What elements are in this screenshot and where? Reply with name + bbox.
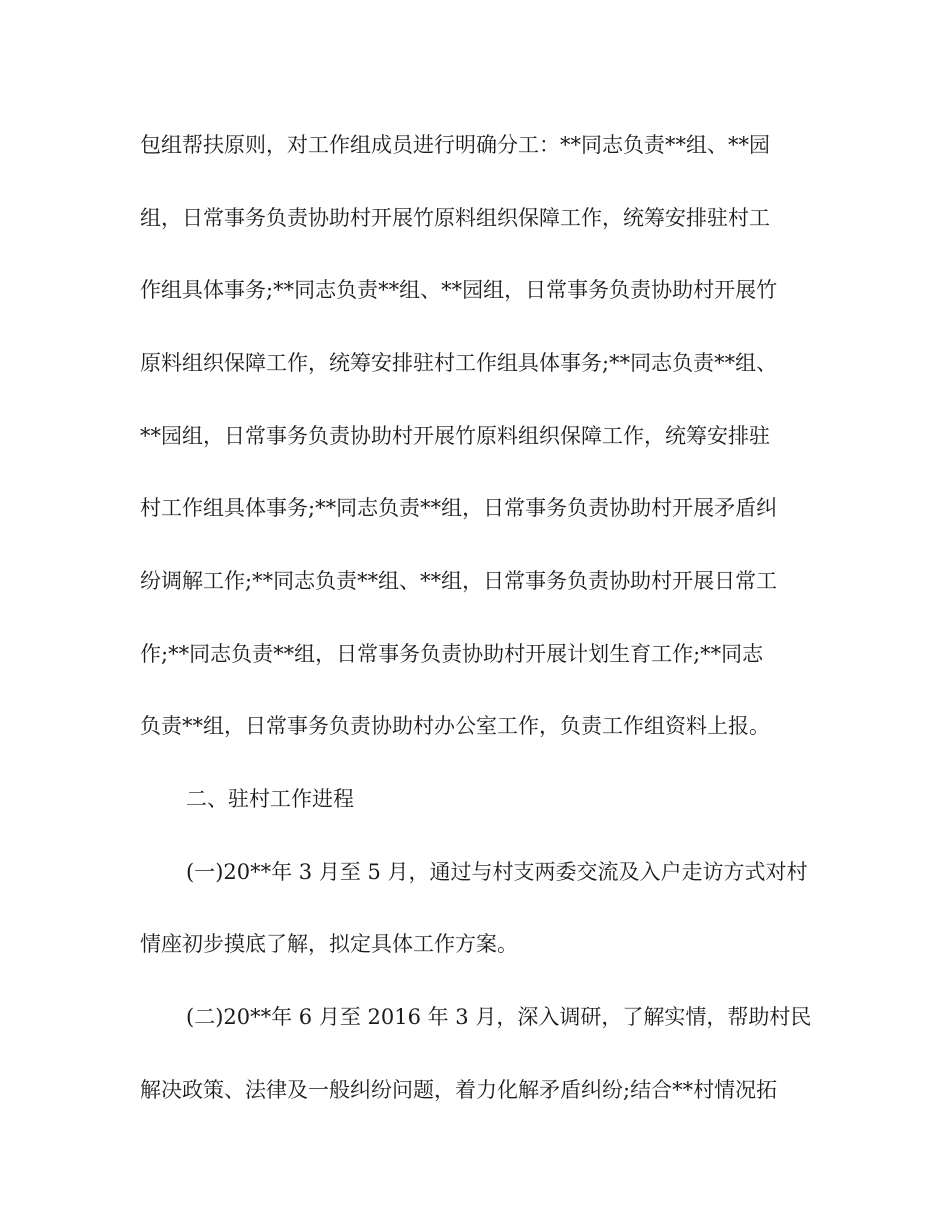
body-text-line: 原料组织保障工作，统筹安排驻村工作组具体事务;**同志负责**组、	[140, 351, 778, 375]
body-text-line: 村工作组具体事务;**同志负责**组，日常事务负责协助村开展矛盾纠	[140, 496, 778, 520]
body-text-line: 作组具体事务;**同志负责**组、**园组，日常事务负责协助村开展竹	[140, 278, 778, 302]
body-text-line: 包组帮扶原则，对工作组成员进行明确分工：**同志负责**组、**园	[140, 133, 770, 157]
body-text-line: 负责**组，日常事务负责协助村办公室工作，负责工作组资料上报。	[140, 714, 770, 738]
section-heading: 二、驻村工作进程	[186, 787, 354, 811]
body-text-line: 情座初步摸底了解，拟定具体工作方案。	[140, 932, 518, 956]
body-text-line: 作;**同志负责**组，日常事务负责协助村开展计划生育工作;**同志	[140, 642, 764, 666]
body-text-line: 解决政策、法律及一般纠纷问题，着力化解矛盾纠纷;结合**村情况拓	[140, 1078, 778, 1102]
body-text-line: 纷调解工作;**同志负责**组、**组，日常事务负责协助村开展日常工	[140, 569, 778, 593]
body-text-line: 组，日常事务负责协助村开展竹原料组织保障工作，统筹安排驻村工	[140, 206, 770, 230]
paragraph-first-line: (二)20**年 6 月至 2016 年 3 月，深入调研，了解实情，帮助村民	[186, 1005, 812, 1029]
body-text-line: **园组，日常事务负责协助村开展竹原料组织保障工作，统筹安排驻	[140, 424, 770, 448]
paragraph-first-line: (一)20**年 3 月至 5 月，通过与村支两委交流及入户走访方式对村	[186, 860, 808, 884]
